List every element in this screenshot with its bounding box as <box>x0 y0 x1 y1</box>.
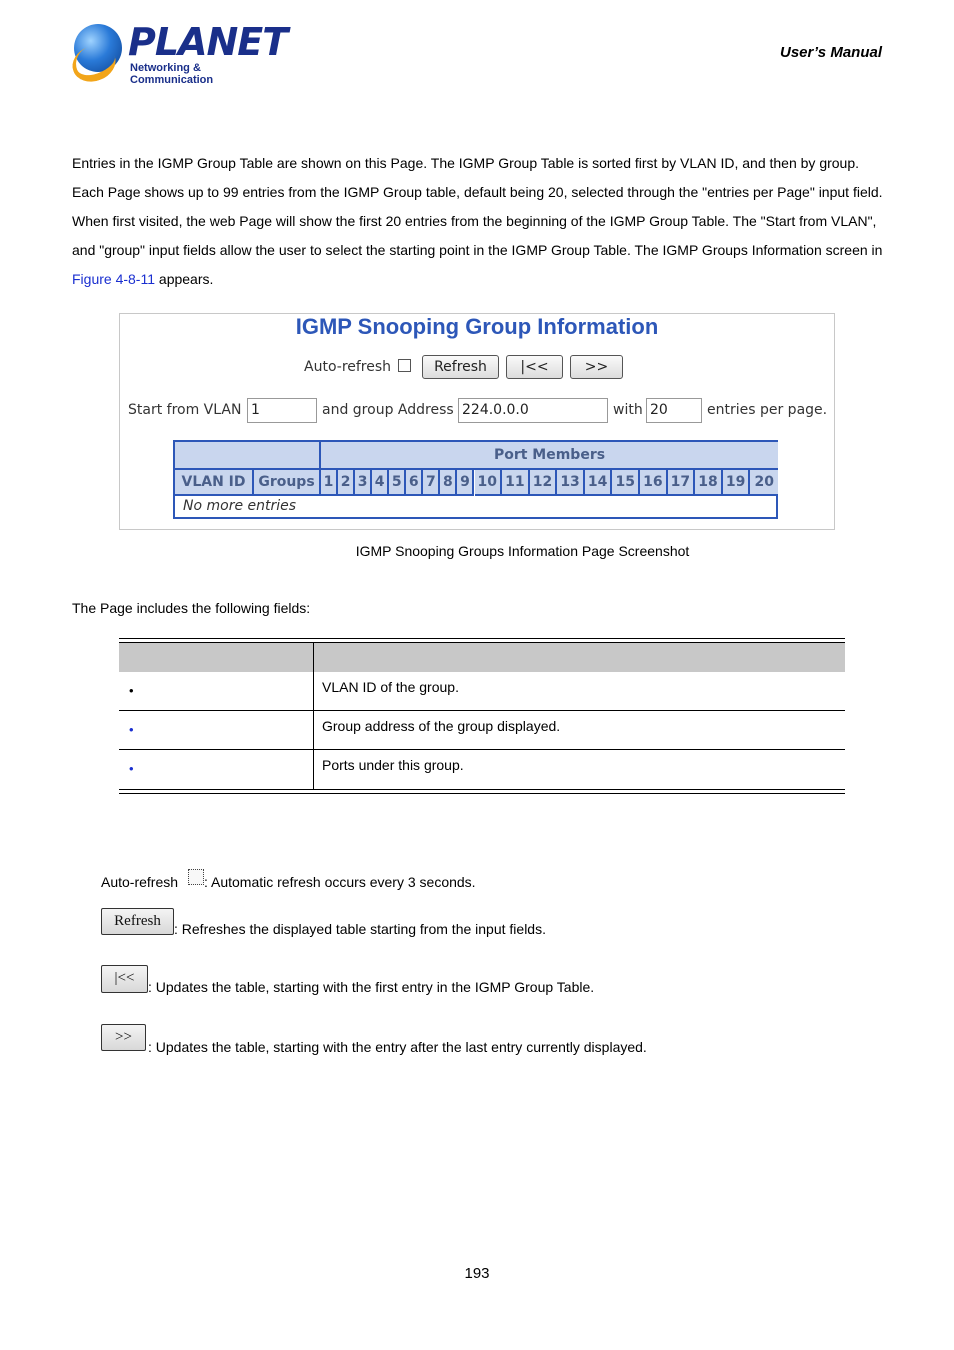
no-more-entries: No more entries <box>183 498 297 514</box>
fields-intro: The Page includes the following fields: <box>72 600 311 616</box>
port-header-20: 20 <box>750 470 778 496</box>
port-header-15: 15 <box>612 470 640 496</box>
figure-link[interactable]: Figure 4-8-11 <box>72 271 156 287</box>
planet-logo <box>72 20 288 86</box>
with-label: with <box>613 402 643 418</box>
first-description: : Updates the table, starting with the first entry in the IGMP Group Table. <box>148 979 595 995</box>
intro-paragraph <box>72 149 887 294</box>
intro-text-2: appears. <box>155 271 214 287</box>
intro-text-1: Entries in the IGMP Group Table are shown on this Page. The IGMP Group Table is sorted first by VLAN ID, and then by group. Each Page shows up to 99 entries from the IGMP Group table, default being 20, selected through the "entries per Page" input field. When first visited, the web Page will show the first 20 entries from the beginning of the IGMP Group Table. The "Start from VLAN", and "group" input fields allow the user to select the starting point in the IGMP Group Table. The IGMP Groups Information screen in <box>72 155 883 258</box>
table-header-row <box>119 643 845 672</box>
table-bottom-rule <box>119 789 845 794</box>
port-header-12: 12 <box>530 470 558 496</box>
auto-refresh-checkbox[interactable] <box>398 359 411 372</box>
blank-header-cell <box>175 442 321 470</box>
entries-per-page-label: entries per page. <box>707 402 828 418</box>
manual-label: User’s Manual <box>780 44 882 61</box>
auto-refresh-description: : Automatic refresh occurs every 3 seconds. <box>204 874 476 890</box>
screenshot-title: IGMP Snooping Group Information <box>295 314 659 339</box>
port-members-table <box>173 440 778 519</box>
port-header-13: 13 <box>557 470 585 496</box>
next-page-button[interactable]: >> <box>570 355 623 379</box>
auto-refresh-text-label: Auto-refresh <box>101 874 179 890</box>
port-header-3: 3 <box>355 470 372 496</box>
auto-refresh-sample-checkbox <box>188 869 204 885</box>
start-vlan-input[interactable]: 1 <box>247 398 317 423</box>
row-description: Group address of the group displayed. <box>322 718 561 734</box>
port-header-9: 9 <box>457 470 474 496</box>
table-row <box>119 750 845 788</box>
port-header-14: 14 <box>585 470 613 496</box>
table-row <box>119 711 845 750</box>
port-header-18: 18 <box>695 470 723 496</box>
group-address-input[interactable]: 224.0.0.0 <box>458 398 608 423</box>
next-sample-button: >> <box>101 1024 146 1051</box>
row-bullet: • <box>129 722 134 737</box>
first-sample-button: |<< <box>101 965 148 993</box>
group-address-label: and group Address <box>322 402 454 418</box>
row-description: Ports under this group. <box>322 757 464 773</box>
entries-per-page-input[interactable]: 20 <box>646 398 702 423</box>
port-header-16: 16 <box>640 470 668 496</box>
refresh-description: : Refreshes the displayed table starting from the input fields. <box>174 921 546 937</box>
port-header-5: 5 <box>389 470 406 496</box>
table-column-divider <box>313 643 314 790</box>
screenshot-frame <box>119 313 835 530</box>
logo-subtitle: Networking & Communication <box>130 62 214 86</box>
row-description: VLAN ID of the group. <box>322 679 459 695</box>
refresh-sample-button: Refresh <box>101 908 174 935</box>
vlan-id-header: VLAN ID <box>175 470 254 496</box>
port-header-8: 8 <box>440 470 457 496</box>
port-members-header: Port Members <box>321 442 778 470</box>
first-page-button[interactable]: |<< <box>506 355 563 379</box>
row-bullet: • <box>129 761 134 776</box>
next-description: : Updates the table, starting with the entry after the last entry currently displayed. <box>148 1039 647 1055</box>
fields-table <box>119 638 845 792</box>
page-number: 193 <box>464 1265 490 1282</box>
start-vlan-label: Start from VLAN <box>128 402 242 418</box>
auto-refresh-label: Auto-refresh <box>304 359 392 375</box>
port-header-17: 17 <box>668 470 696 496</box>
row-bullet: • <box>129 683 134 698</box>
port-header-1: 1 <box>321 470 338 496</box>
port-header-4: 4 <box>372 470 389 496</box>
port-header-19: 19 <box>723 470 751 496</box>
table-row <box>119 672 845 711</box>
port-header-7: 7 <box>423 470 440 496</box>
figure-caption: IGMP Snooping Groups Information Page Screenshot <box>355 543 690 559</box>
logo-text: PLANET <box>128 20 288 64</box>
port-header-10: 10 <box>475 470 503 496</box>
groups-header: Groups <box>254 470 321 496</box>
port-header-6: 6 <box>406 470 423 496</box>
port-header-2: 2 <box>338 470 355 496</box>
port-header-11: 11 <box>502 470 530 496</box>
refresh-button[interactable]: Refresh <box>422 355 499 379</box>
